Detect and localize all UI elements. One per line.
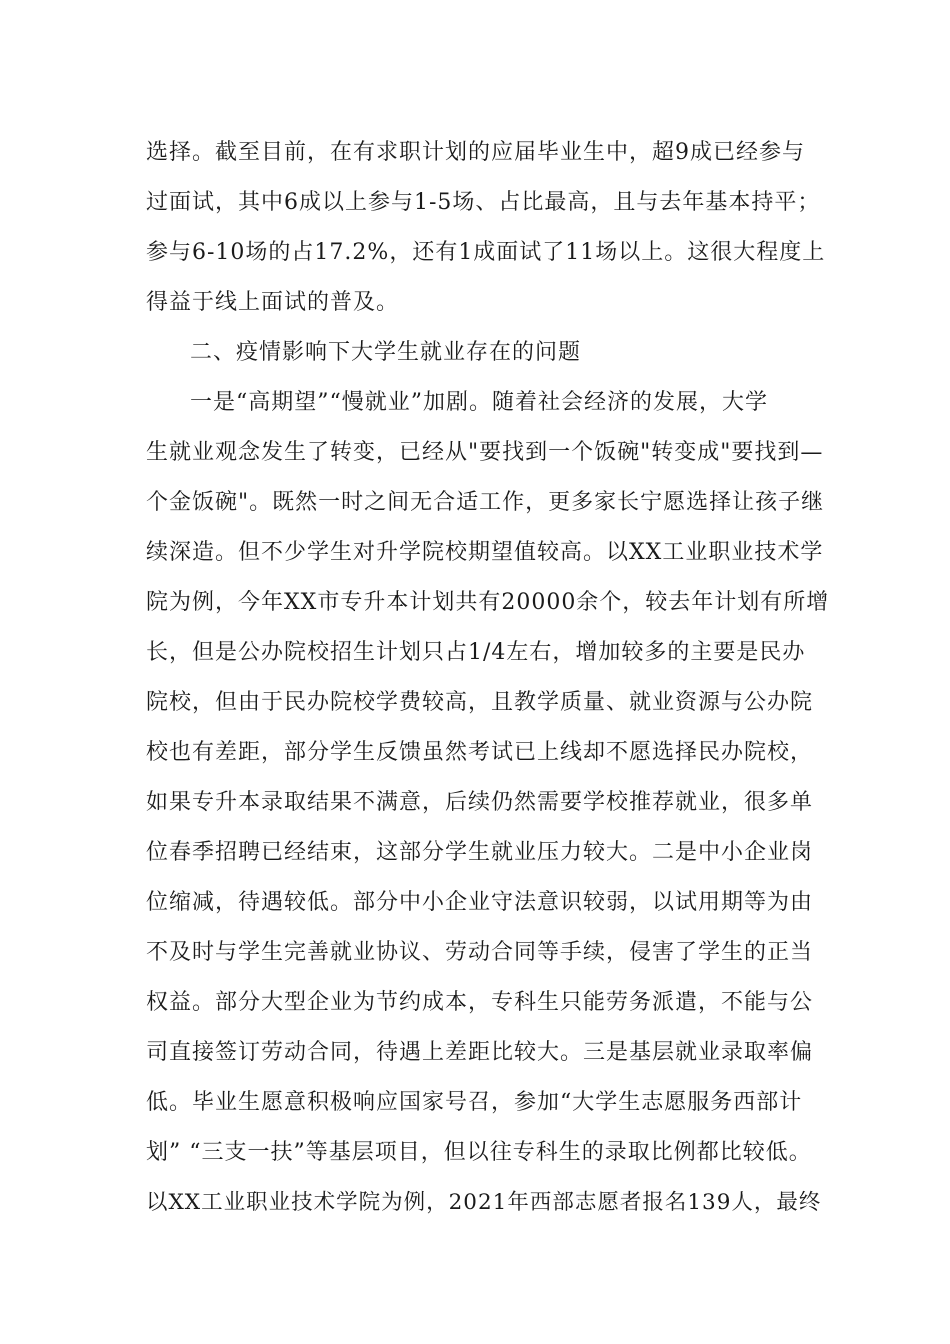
paragraph-line-14: 如果专升本录取结果不满意，后续仍然需要学校推荐就业，很多单 [146, 790, 814, 815]
paragraph-line-16: 位缩减，待遇较低。部分中小企业守法意识较弱，以试用期等为由 [146, 890, 814, 915]
paragraph-line-3: 参与6-10场的占17.2%，还有1成面试了11场以上。这很大程度上 [146, 240, 826, 265]
paragraph-line-6: 一是“高期望”“慢就业”加剧。随着社会经济的发展，大学 [190, 390, 768, 415]
paragraph-line-13: 校也有差距，部分学生反馈虽然考试已上线却不愿选择民办院校， [146, 740, 814, 765]
paragraph-line-22: 以XX工业职业技术学院为例，2021年西部志愿者报名139人，最终 [146, 1190, 822, 1215]
paragraph-line-1: 选择。截至目前，在有求职计划的应届毕业生中，超9成已经参与 [146, 140, 805, 165]
section-heading: 二、疫情影响下大学生就业存在的问题 [190, 340, 582, 365]
paragraph-line-18: 权益。部分大型企业为节约成本，专科生只能劳务派遣，不能与公 [146, 990, 814, 1015]
paragraph-line-4: 得益于线上面试的普及。 [146, 290, 400, 315]
paragraph-line-21: 划” “三支一扶”等基层项目，但以往专科生的录取比例都比较低。 [146, 1140, 812, 1165]
paragraph-line-10: 院为例，今年XX市专升本计划共有20000余个，较去年计划有所增 [146, 590, 830, 615]
paragraph-line-19: 司直接签订劳动合同，待遇上差距比较大。三是基层就业录取率偏 [146, 1040, 814, 1065]
paragraph-line-7: 生就业观念发生了转变，已经从"要找到一个饭碗"转变成"要找到— [146, 440, 824, 465]
paragraph-line-20: 低。毕业生愿意积极响应国家号召，参加“大学生志愿服务西部计 [146, 1090, 803, 1115]
paragraph-line-9: 续深造。但不少学生对升学院校期望值较高。以XX工业职业技术学 [146, 540, 824, 565]
paragraph-line-2: 过面试，其中6成以上参与1-5场、占比最高，且与去年基本持平； [146, 190, 821, 215]
paragraph-line-15: 位春季招聘已经结束，这部分学生就业压力较大。二是中小企业岗 [146, 840, 814, 865]
paragraph-line-11: 长，但是公办院校招生计划只占1/4左右，增加较多的主要是民办 [146, 640, 806, 665]
paragraph-line-8: 个金饭碗"。既然一时之间无合适工作，更多家长宁愿选择让孩子继 [146, 490, 825, 515]
paragraph-line-17: 不及时与学生完善就业协议、劳动合同等手续，侵害了学生的正当 [146, 940, 814, 965]
paragraph-line-12: 院校，但由于民办院校学费较高，且教学质量、就业资源与公办院 [146, 690, 814, 715]
